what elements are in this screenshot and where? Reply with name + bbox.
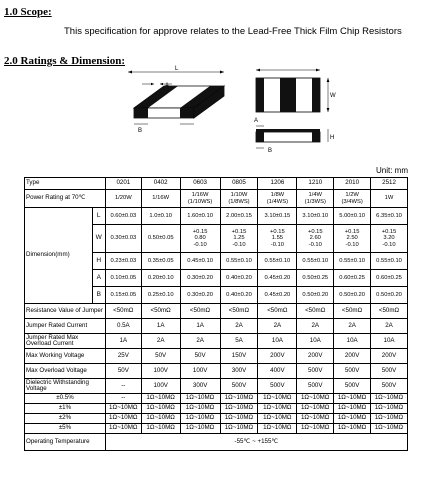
dimension-letter: L [92,208,105,225]
table-cell: 0.60±0.03 [105,208,141,225]
operating-temperature-value: -55℃ ~ +155℃ [105,434,407,451]
table-cell: 0.55±0.10 [334,253,371,270]
table-cell: 1Ω~10MΩ [105,414,141,424]
table-cell: 1A [141,319,180,334]
table-cell: 1Ω~10MΩ [141,404,180,414]
table-cell: 10A [371,334,408,349]
table-cell: 0.25±0.10 [141,287,180,304]
table-cell: 1/4W (1/3WS) [297,190,334,208]
table-cell: 0.55±0.10 [371,253,408,270]
table-cell: 0.50±0.05 [141,225,180,253]
table-cell: 300V [220,364,258,379]
table-cell: 0.50±0.20 [371,287,408,304]
table-cell: <50mΩ [334,304,371,319]
table-cell: <50mΩ [141,304,180,319]
table-cell: 1Ω~10MΩ [334,414,371,424]
table-cell: 1Ω~10MΩ [105,404,141,414]
ratings-table [24,177,408,451]
table-cell: 1Ω~10MΩ [297,414,334,424]
header-type-cell: Type [25,178,106,190]
drawing-label-w: W [330,93,336,99]
ratings-heading: 2.0 Ratings & Dimension: [4,55,126,67]
table-cell: 1Ω~10MΩ [334,424,371,434]
table-cell: 100V [180,364,220,379]
table-cell: 0.60±0.25 [334,270,371,287]
table-cell: <50mΩ [105,304,141,319]
table-cell: 0.50±0.25 [297,270,334,287]
table-cell: 0.40±0.20 [220,270,258,287]
header-size-cell: 0402 [141,178,180,190]
table-cell: 0.5A [105,319,141,334]
chip-isometric-drawing [120,64,232,142]
row-label: ±5% [25,424,106,434]
table-row [25,334,408,349]
table-cell: 1/8W (1/4WS) [258,190,297,208]
table-cell: 200V [334,349,371,364]
table-cell: 1Ω~10MΩ [220,414,258,424]
table-cell: 50V [105,364,141,379]
table-cell: 500V [371,364,408,379]
table-cell: 1/2W (3/4WS) [334,190,371,208]
table-cell: 1Ω~10MΩ [297,404,334,414]
table-cell: 2A [220,319,258,334]
table-cell: +0.15 2.60 -0.10 [297,225,334,253]
drawing-label-b: B [138,128,143,134]
table-cell: 3.10±0.15 [258,208,297,225]
row-label: Dielectric Withstanding Voltage [25,379,106,394]
table-row [25,304,408,319]
header-size-cell: 2512 [371,178,408,190]
table-cell: 2A [371,319,408,334]
table-cell: 1Ω~10MΩ [220,394,258,404]
table-cell: 300V [180,379,220,394]
table-cell: 200V [371,349,408,364]
table-cell: 200V [297,349,334,364]
table-cell: 1/16W (1/10WS) [180,190,220,208]
table-cell: 1Ω~10MΩ [371,404,408,414]
row-label: Max Working Voltage [25,349,106,364]
table-cell: 1Ω~10MΩ [141,414,180,424]
table-header-row [25,178,408,190]
table-cell: 10A [297,334,334,349]
row-label: Dimension(mm) [25,208,93,304]
drawing-label-l: L [175,66,179,72]
table-cell: 0.15±0.05 [105,287,141,304]
table-cell: 10A [258,334,297,349]
table-cell: 2A [141,334,180,349]
table-cell: +0.15 2.50 -0.10 [334,225,371,253]
table-cell: 1Ω~10MΩ [258,394,297,404]
scope-text: This specification for approve relates to the Lead-Free Thick Film Chip Resistors [64,26,402,37]
table-cell: 2A [297,319,334,334]
table-cell: 6.35±0.10 [371,208,408,225]
row-label: Jumper Rated Max Overload Current [25,334,106,349]
table-cell: 1.60±0.10 [180,208,220,225]
table-cell: 1Ω~10MΩ [141,424,180,434]
table-cell: 1Ω~10MΩ [105,424,141,434]
table-cell: 2.00±0.15 [220,208,258,225]
drawing-label-b-side: B [268,148,273,154]
table-cell: 1Ω~10MΩ [258,414,297,424]
table-row [25,364,408,379]
row-label: ±1% [25,404,106,414]
header-size-cell: 1210 [297,178,334,190]
header-size-cell: 0603 [180,178,220,190]
table-cell: <50mΩ [180,304,220,319]
table-cell: 0.30±0.20 [180,270,220,287]
table-cell: 1A [105,334,141,349]
table-cell: <50mΩ [220,304,258,319]
dimension-letter: H [92,253,105,270]
table-cell: 1Ω~10MΩ [297,394,334,404]
table-cell: 500V [297,364,334,379]
table-row [25,379,408,394]
table-cell: 100V [141,364,180,379]
scope-heading: 1.0 Scope: [4,6,52,18]
table-cell: 1Ω~10MΩ [220,404,258,414]
drawing-label-a-side: A [254,118,259,124]
table-cell: 0.50±0.20 [334,287,371,304]
table-cell: 1Ω~10MΩ [334,404,371,414]
row-label: Jumper Rated Current [25,319,106,334]
table-cell: 0.30±0.20 [180,287,220,304]
table-cell: 0.45±0.20 [258,270,297,287]
table-cell: 1Ω~10MΩ [180,424,220,434]
table-cell: <50mΩ [258,304,297,319]
header-size-cell: 0201 [105,178,141,190]
table-cell: +0.15 1.55 -0.10 [258,225,297,253]
table-cell: 5.00±0.10 [334,208,371,225]
table-cell: 500V [334,379,371,394]
table-cell: 500V [258,379,297,394]
table-cell: 0.55±0.10 [297,253,334,270]
table-cell: 500V [371,379,408,394]
table-cell: 0.50±0.20 [297,287,334,304]
table-cell: -- [105,394,141,404]
unit-label: Unit: mm [376,166,408,175]
table-cell: 1A [180,319,220,334]
table-cell: 1Ω~10MΩ [334,394,371,404]
row-label: Resistance Value of Jumper [25,304,106,319]
table-cell: 0.60±0.25 [371,270,408,287]
table-cell: 1Ω~10MΩ [180,394,220,404]
table-cell: <50mΩ [297,304,334,319]
table-cell: 500V [297,379,334,394]
table-cell: 1Ω~10MΩ [180,414,220,424]
table-cell: 1.0±0.10 [141,208,180,225]
table-cell: 1Ω~10MΩ [297,424,334,434]
table-cell: 25V [105,349,141,364]
table-cell: 2A [258,319,297,334]
table-cell: 500V [220,379,258,394]
table-cell: 10A [334,334,371,349]
table-cell: 50V [180,349,220,364]
table-cell: 0.23±0.03 [105,253,141,270]
row-label: Power Rating at 70℃ [25,190,106,208]
table-cell: 400V [258,364,297,379]
table-row-tolerance [25,404,408,414]
table-cell: 0.55±0.10 [220,253,258,270]
table-cell: 1/16W [141,190,180,208]
dimension-letter: W [92,225,105,253]
drawing-label-h: H [330,135,335,141]
table-cell: +0.15 3.20 -0.10 [371,225,408,253]
table-cell: -- [105,379,141,394]
table-cell: 0.55±0.10 [258,253,297,270]
dimension-letter: B [92,287,105,304]
table-row-tolerance [25,414,408,424]
table-cell: 1Ω~10MΩ [180,404,220,414]
table-cell: 0.20±0.10 [141,270,180,287]
table-cell: 0.40±0.20 [220,287,258,304]
table-cell: 3.10±0.10 [297,208,334,225]
table-row-power [25,190,408,208]
table-cell: 2A [180,334,220,349]
table-cell: 0.30±0.03 [105,225,141,253]
table-row [25,319,408,334]
table-cell: 0.10±0.05 [105,270,141,287]
table-cell: 1Ω~10MΩ [258,404,297,414]
table-cell: 1Ω~10MΩ [371,394,408,404]
table-cell: 1Ω~10MΩ [371,424,408,434]
table-cell: 2A [334,319,371,334]
table-cell: 0.35±0.05 [141,253,180,270]
table-cell: 200V [258,349,297,364]
table-cell: 0.45±0.20 [258,287,297,304]
chip-top-side-drawing [250,64,340,156]
header-size-cell: 1206 [258,178,297,190]
table-cell: 1/10W (1/8WS) [220,190,258,208]
row-label: Operating Temperature [25,434,106,451]
table-row [25,349,408,364]
row-label: ±0.5% [25,394,106,404]
table-cell: 500V [334,364,371,379]
table-row-dimension [25,208,408,225]
dimension-letter: A [92,270,105,287]
table-row-operating [25,434,408,451]
table-cell: 1Ω~10MΩ [220,424,258,434]
table-cell: <50mΩ [371,304,408,319]
table-row-tolerance [25,424,408,434]
table-row-tolerance [25,394,408,404]
table-cell: 5A [220,334,258,349]
table-cell: 0.45±0.10 [180,253,220,270]
header-size-cell: 0805 [220,178,258,190]
table-cell: 1Ω~10MΩ [258,424,297,434]
table-cell: 1Ω~10MΩ [141,394,180,404]
row-label: Max Overload Voltage [25,364,106,379]
table-cell: 1W [371,190,408,208]
table-cell: +0.15 0.80 -0.10 [180,225,220,253]
row-label: ±2% [25,414,106,424]
table-cell: 50V [141,349,180,364]
header-size-cell: 2010 [334,178,371,190]
table-cell: 100V [141,379,180,394]
table-cell: 150V [220,349,258,364]
table-cell: 1Ω~10MΩ [371,414,408,424]
table-cell: 1/20W [105,190,141,208]
table-cell: +0.15 1.25 -0.10 [220,225,258,253]
